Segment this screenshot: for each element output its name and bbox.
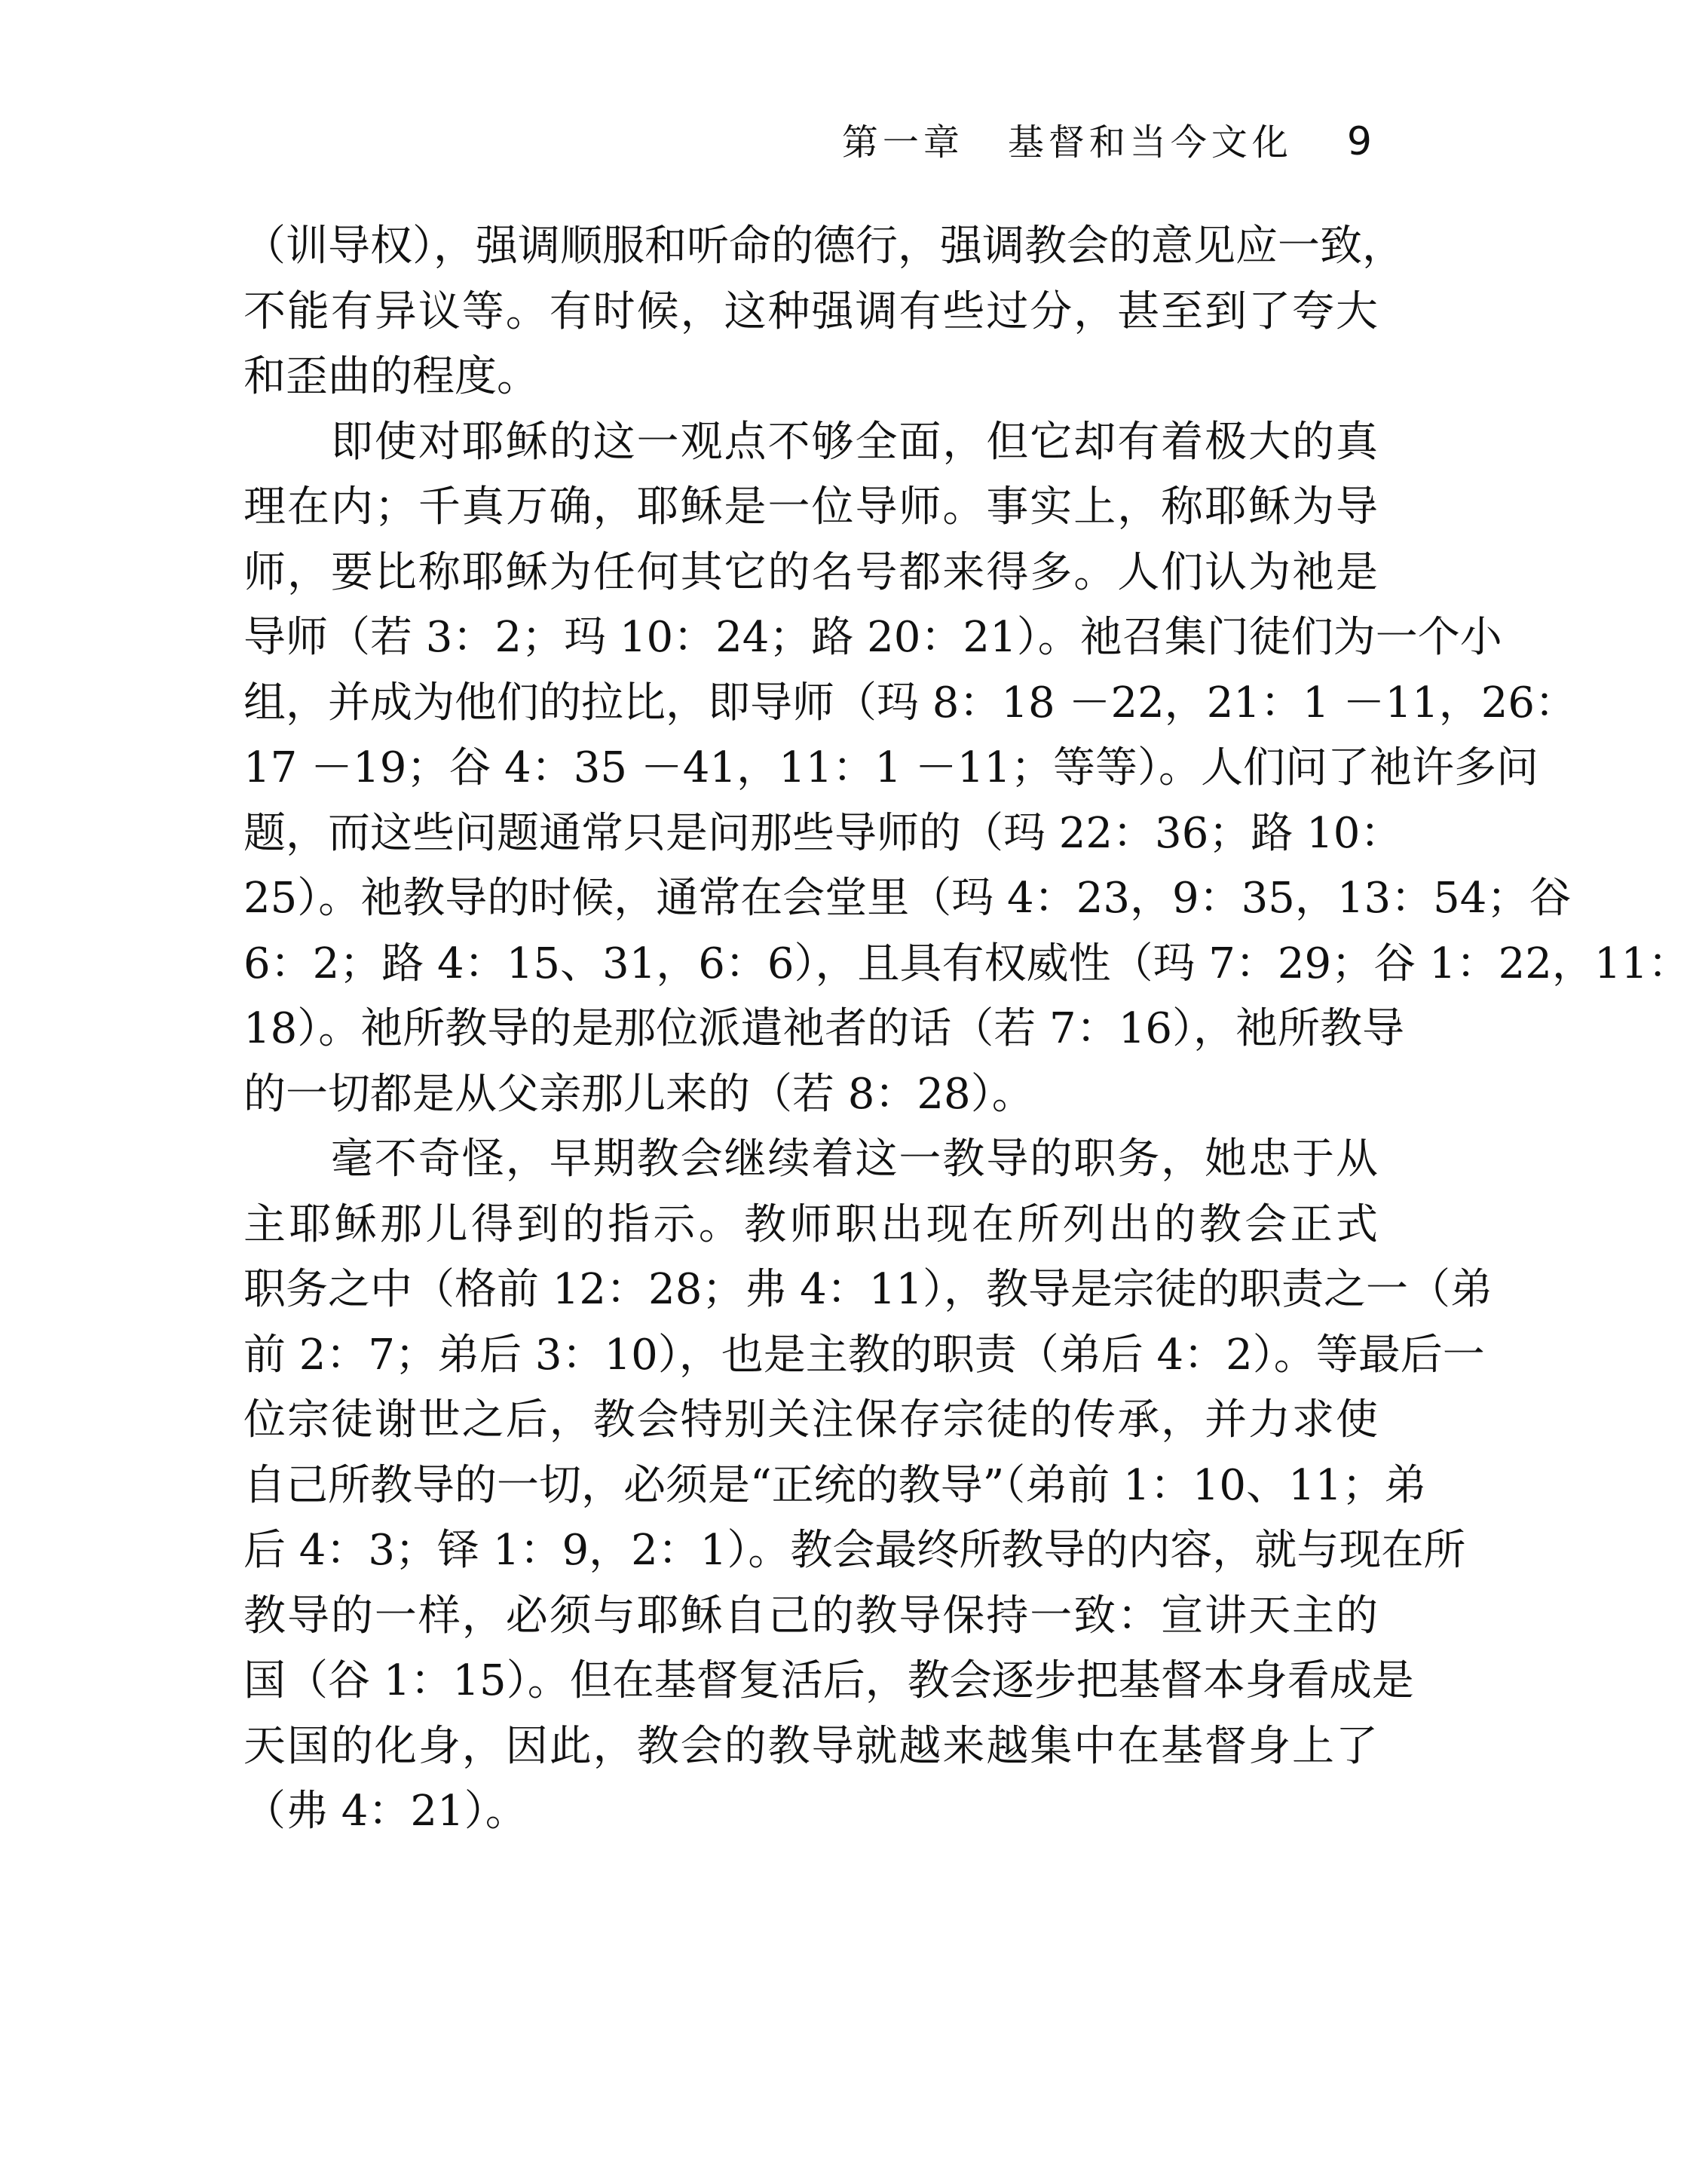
paragraph — [243, 410, 1690, 1128]
text-line: 位宗徒谢世之后，教会特别关注保存宗徒的传承，并力求使 — [243, 1395, 1378, 1444]
text-line: 即使对耶稣的这一观点不够全面，但它却有着极大的真 — [243, 417, 1378, 467]
text-line: 6：2；路 4：15、31，6：6），且具有权威性（玛 7：29；谷 1：22，11： — [243, 939, 1690, 988]
text-line: 的一切都是从父亲那儿来的（若 8：28）。 — [243, 1069, 1034, 1119]
paragraph — [243, 214, 1404, 410]
text-line: 毫不奇怪，早期教会继续着这一教导的职务，她忠于从 — [243, 1135, 1378, 1184]
text-line: （弗 4：21）。 — [243, 1787, 528, 1836]
text-line: 18）。祂所教导的是那位派遣祂者的话（若 7：16），祂所教导 — [243, 1004, 1404, 1053]
text-line: 自己所教导的一切，必须是“正统的教导”（弟前 1：10、11；弟 — [243, 1460, 1427, 1510]
text-line: 前 2：7；弟后 3：10），也是主教的职责（弟后 4：2）。等最后一 — [243, 1330, 1485, 1380]
chapter-title: 基督和当今文化 — [1007, 121, 1293, 164]
text-line: 理在内；千真万确，耶稣是一位导师。事实上，称耶稣为导 — [243, 482, 1378, 531]
text-line: 导师（若 3：2；玛 10：24；路 20：21）。祂召集门徒们为一个小 — [243, 613, 1502, 662]
chapter-label: 第一章 — [841, 121, 964, 164]
page-number: 9 — [1346, 119, 1372, 164]
text-line: 教导的一样，必须与耶稣自己的教导保持一致：宣讲天主的 — [243, 1591, 1378, 1640]
text-line: 后 4：3；铎 1：9，2：1）。教会最终所教导的内容，就与现在所 — [243, 1526, 1466, 1575]
text-line: 题，而这些问题通常只是问那些导师的（玛 22：36；路 10： — [243, 808, 1403, 858]
paragraph — [243, 1127, 1493, 1845]
text-line: 天国的化身，因此，教会的教导就越来越集中在基督身上了 — [243, 1721, 1378, 1771]
text-line: 17 －19；谷 4：35 －41，11：1 －11；等等）。人们问了祂许多问 — [243, 743, 1539, 792]
text-line: 不能有异议等。有时候，这种强调有些过分，甚至到了夸大 — [243, 286, 1378, 336]
body-text — [243, 214, 1690, 1845]
running-header — [842, 113, 1372, 165]
text-line: 国（谷 1：15）。但在基督复活后，教会逐步把基督本身看成是 — [243, 1656, 1414, 1705]
text-line: 25）。祂教导的时候，通常在会堂里（玛 4：23，9：35，13：54；谷 — [243, 874, 1572, 923]
text-line: 和歪曲的程度。 — [243, 352, 539, 401]
text-line: （训导权），强调顺服和听命的德行，强调教会的意见应一致， — [243, 222, 1404, 271]
text-line: 组，并成为他们的拉比，即导师（玛 8：18 －22，21：1 －11，26： — [243, 678, 1577, 727]
text-line: 主耶稣那儿得到的指示。教师职出现在所列出的教会正式 — [243, 1199, 1378, 1249]
text-line: 师，要比称耶稣为任何其它的名号都来得多。人们认为祂是 — [243, 547, 1378, 597]
text-line: 职务之中（格前 12：28；弗 4：11），教导是宗徒的职责之一（弟 — [243, 1265, 1493, 1314]
